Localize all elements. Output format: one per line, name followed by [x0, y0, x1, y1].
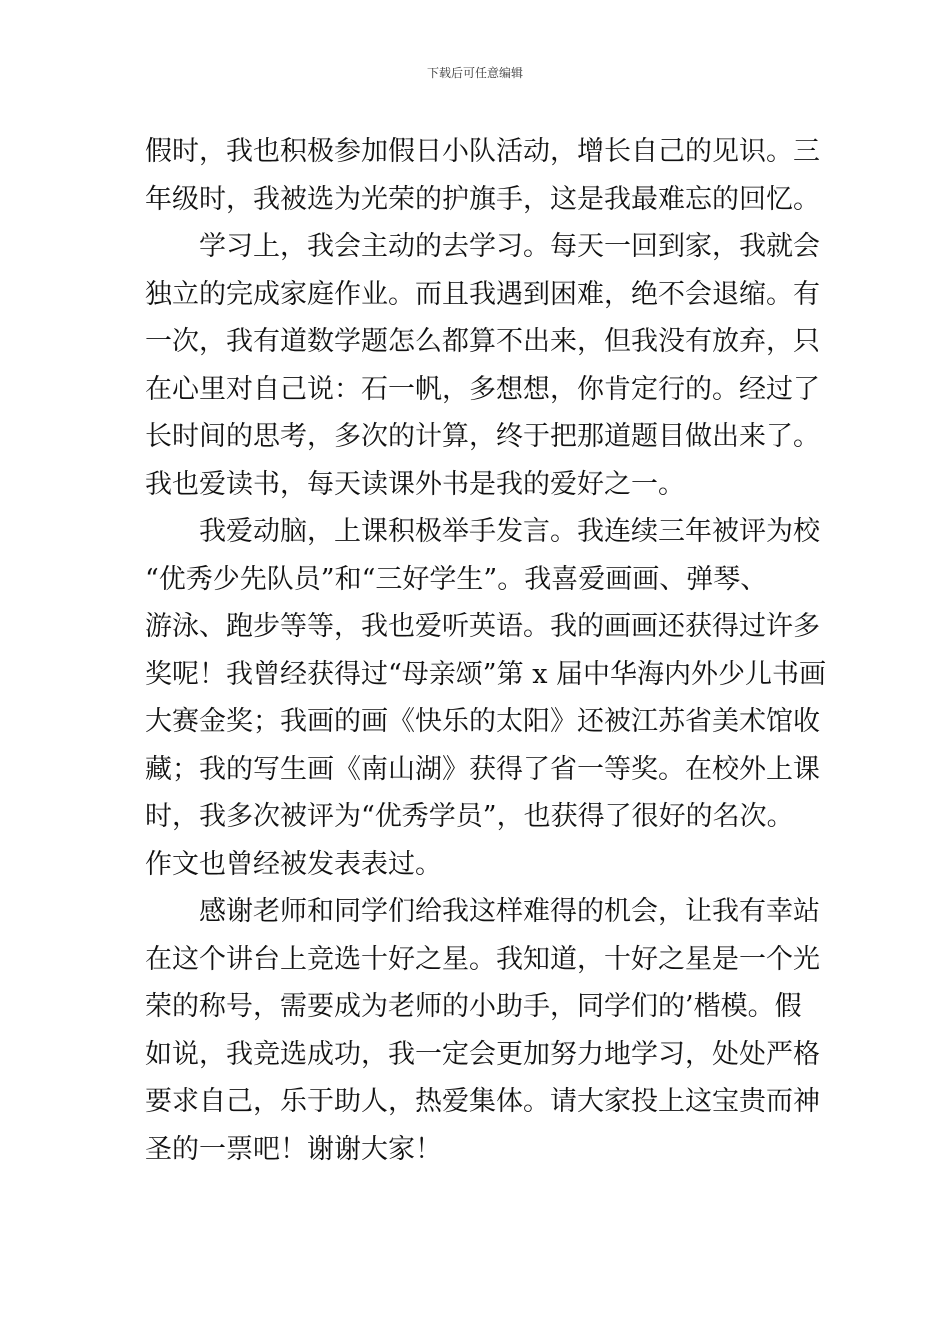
- text-line: 大赛金奖；我画的画《快乐的太阳》还被江苏省美术馆收: [145, 706, 820, 737]
- text-line: 要求自己，乐于助人，热爱集体。请大家投上这宝贵而神: [145, 1086, 820, 1117]
- text-line: 藏；我的写生画《南山湖》获得了省一等奖。在校外上课: [145, 753, 820, 785]
- text-line: 年级时，我被选为光荣的护旗手，这是我最难忘的回忆。: [145, 183, 820, 215]
- text-line: 我爱动脑，上课积极举手发言。我连续三年被评为校: [145, 516, 820, 547]
- text-line: 在这个讲台上竞选十好之星。我知道，十好之星是一个光: [145, 943, 820, 975]
- text-line: 长时间的思考，多次的计算，终于把那道题目做出来了。: [145, 421, 820, 452]
- text-line: 感谢老师和同学们给我这样难得的机会，让我有幸站: [145, 896, 820, 927]
- text-line: 作文也曾经被发表表过。: [145, 848, 442, 880]
- text-line: 圣的一票吧！谢谢大家！: [145, 1133, 442, 1165]
- text-line: 游泳、跑步等等，我也爱听英语。我的画画还获得过许多: [145, 611, 820, 642]
- page-header: 下载后可任意编辑: [426, 66, 523, 80]
- text-line: 在心里对自己说：石一帆，多想想，你肯定行的。经过了: [145, 373, 820, 405]
- text-line: 独立的完成家庭作业。而且我遇到困难，绝不会退缩。有: [145, 278, 820, 310]
- text-line: “优秀少先队员”和“三好学生”。我喜爱画画、弹琴、: [145, 563, 768, 595]
- text-line: 一次，我有道数学题怎么都算不出来，但我没有放弃，只: [145, 326, 820, 357]
- text-line: 奖呢！我曾经获得过“母亲颂”第 x 届中华海内外少儿书画: [145, 658, 826, 690]
- document-body: [145, 128, 826, 1173]
- text-line: 假时，我也积极参加假日小队活动，增长自己的见识。三: [145, 136, 820, 167]
- text-line: 如说，我竞选成功，我一定会更加努力地学习，处处严格: [145, 1038, 820, 1070]
- text-line: 时，我多次被评为“优秀学员”，也获得了很好的名次。: [145, 801, 794, 832]
- text-line: 我也爱读书，每天读课外书是我的爱好之一。: [145, 468, 685, 500]
- text-line: 学习上，我会主动的去学习。每天一回到家，我就会: [145, 231, 820, 262]
- text-line: 荣的称号，需要成为老师的小助手，同学们的’楷模。假: [145, 991, 802, 1022]
